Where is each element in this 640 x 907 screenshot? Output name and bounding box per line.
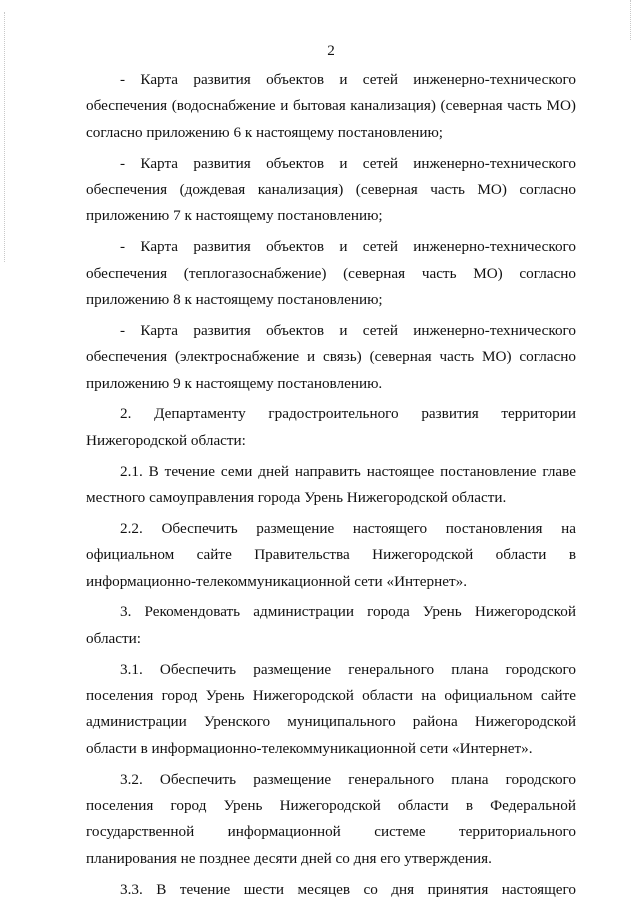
text-line: - Карта развития объектов и сетей инженерно-технического (120, 154, 576, 172)
paragraph (86, 877, 576, 903)
text-line: Нижегородской области: (86, 431, 246, 449)
text-line: поселения город Урень Нижегородской области на официальном сайте (86, 687, 576, 705)
text-line: поселения город Урень Нижегородской области в Федеральной (86, 797, 576, 815)
paragraph (86, 151, 576, 230)
text-line: - Карта развития объектов и сетей инженерно-технического (120, 238, 576, 256)
text-line: обеспечения (теплогазоснабжение) (северная часть МО) согласно (86, 264, 576, 282)
scan-edge-right (630, 0, 632, 40)
paragraph (86, 516, 576, 595)
text-line: государственной информационной системе территориального (86, 823, 576, 841)
text-line: приложению 7 к настоящему постановлению; (86, 207, 383, 225)
paragraph (86, 401, 576, 454)
document-page (86, 40, 576, 907)
text-line: согласно приложению 6 к настоящему постановлению; (86, 123, 444, 141)
scan-edge-left (4, 12, 6, 262)
paragraph (86, 67, 576, 146)
text-line: 3.3. В течение шести месяцев со дня принятия настоящего (120, 880, 576, 898)
text-line: обеспечения (дождевая канализация) (северная часть МО) согласно (86, 181, 576, 199)
text-line: местного самоуправления города Урень Нижегородской области. (86, 489, 507, 507)
text-line: приложению 9 к настоящему постановлению. (86, 374, 383, 392)
document-body (86, 67, 576, 903)
text-line: планирования не позднее десяти дней со дня его утверждения. (86, 849, 492, 867)
paragraph (86, 459, 576, 512)
text-line: приложению 8 к настоящему постановлению; (86, 291, 383, 309)
text-line: 3.2. Обеспечить размещение генерального плана городского (120, 770, 576, 788)
text-line: обеспечения (электроснабжение и связь) (северная часть МО) согласно (86, 348, 576, 366)
text-line: - Карта развития объектов и сетей инженерно-технического (120, 71, 576, 88)
text-line: 2. Департаменту градостроительного развития территории (120, 405, 576, 423)
text-line: 2.2. Обеспечить размещение настоящего постановления на (120, 519, 576, 537)
text-line: 2.1. В течение семи дней направить настоящее постановление главе (120, 462, 576, 480)
text-line: 3. Рекомендовать администрации города Урень Нижегородской (120, 603, 576, 621)
text-line: 3.1. Обеспечить размещение генерального плана городского (120, 660, 576, 678)
paragraph (86, 318, 576, 397)
paragraph (86, 657, 576, 763)
paragraph (86, 599, 576, 652)
page-number: 2 (327, 42, 335, 59)
text-line: администрации Уренского муниципального района Нижегородской (86, 713, 576, 731)
text-line: обеспечения (водоснабжение и бытовая канализация) (северная часть МО) (86, 97, 576, 115)
text-line: области в информационно-телекоммуникационной сети «Интернет». (86, 739, 533, 757)
text-line: - Карта развития объектов и сетей инженерно-технического (120, 321, 576, 339)
paragraph (86, 767, 576, 873)
text-line: информационно-телекоммуникационной сети «Интернет». (86, 572, 468, 590)
paragraph (86, 234, 576, 313)
text-line: официальном сайте Правительства Нижегородской области в (86, 546, 576, 564)
text-line: области: (86, 629, 141, 647)
